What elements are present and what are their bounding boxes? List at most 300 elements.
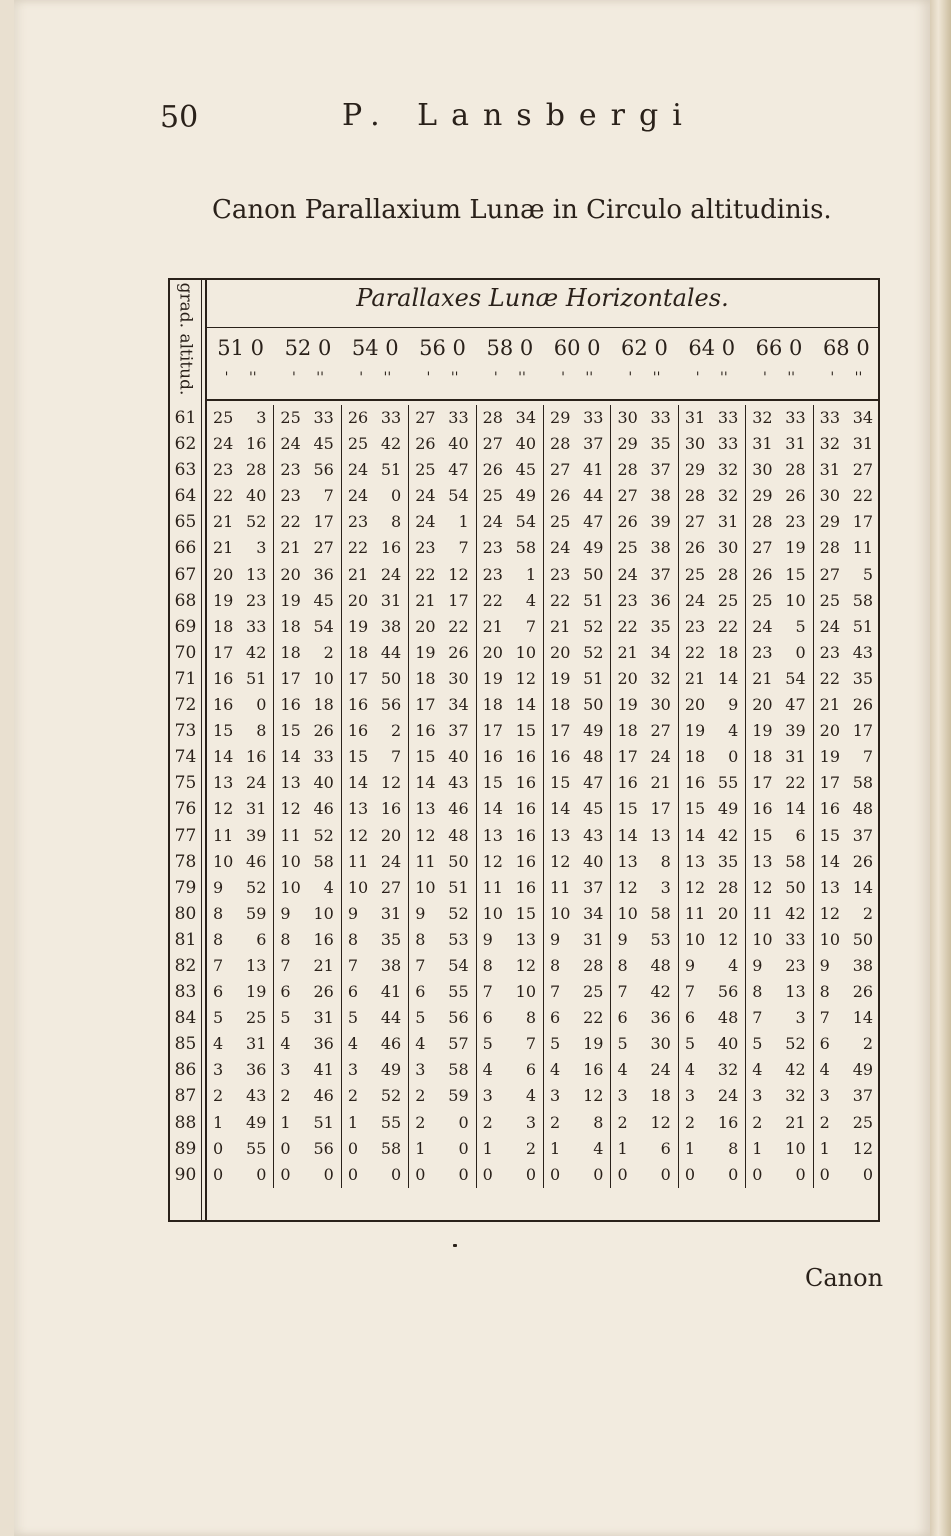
table-cell <box>814 927 880 953</box>
minutes-value: 6 <box>684 1008 696 1028</box>
table-cell <box>544 483 610 509</box>
seconds-value: 33 <box>717 408 739 427</box>
minutes-value: 19 <box>617 695 638 715</box>
table-cell <box>544 457 610 483</box>
seconds-value: 12 <box>852 1138 874 1158</box>
table-cell <box>679 692 745 718</box>
seconds-value: 16 <box>515 799 537 819</box>
seconds-value: 16 <box>246 434 267 454</box>
minutes-value: 12 <box>819 903 841 923</box>
minutes-value: 19 <box>415 642 436 662</box>
table-cell <box>409 849 475 875</box>
seconds-value: 13 <box>246 564 267 584</box>
minutes-value: 23 <box>415 538 436 558</box>
minutes-value: 17 <box>280 668 301 688</box>
table-cell <box>274 1005 340 1031</box>
seconds-value: 32 <box>785 1086 806 1106</box>
minutes-value: 27 <box>819 564 841 584</box>
minutes-value: 2 <box>617 1112 628 1132</box>
seconds-value: 33 <box>380 408 402 427</box>
minutes-value: 21 <box>684 668 706 688</box>
minutes-value: 1 <box>617 1138 628 1158</box>
minutes-value: 4 <box>550 1060 561 1080</box>
seconds-value: 37 <box>583 877 604 897</box>
altitude-value: 81 <box>174 929 197 950</box>
minutes-value: 7 <box>213 955 224 975</box>
seconds-value: 1 <box>525 564 537 584</box>
table-cell <box>274 849 340 875</box>
minutes-value: 8 <box>550 955 561 975</box>
table-cell <box>746 744 812 770</box>
table-cell <box>409 483 475 509</box>
table-cell <box>409 1136 475 1162</box>
minutes-value: 16 <box>415 721 436 741</box>
unit-label: ' '' <box>359 370 392 386</box>
minutes-value: 1 <box>752 1138 763 1158</box>
minutes-value: 24 <box>752 616 773 636</box>
altitude-value: 85 <box>174 1034 197 1055</box>
seconds-value: 55 <box>380 1112 402 1132</box>
seconds-value: 58 <box>852 773 874 793</box>
table-cell <box>207 953 273 979</box>
table-cell <box>611 1110 677 1136</box>
minutes-value: 15 <box>684 799 706 819</box>
minutes-value: 17 <box>482 721 503 741</box>
seconds-value: 0 <box>458 1164 469 1184</box>
table-cell <box>611 1083 677 1109</box>
seconds-value: 42 <box>246 642 267 662</box>
seconds-value: 22 <box>448 616 469 636</box>
table-cell <box>274 405 340 431</box>
table-cell <box>544 535 610 561</box>
minutes-value: 22 <box>280 512 301 532</box>
table-cell <box>814 875 880 901</box>
seconds-value: 58 <box>785 851 806 871</box>
minutes-value: 8 <box>482 955 493 975</box>
minutes-value: 12 <box>617 877 638 897</box>
minutes-value: 23 <box>280 486 301 506</box>
seconds-value: 37 <box>583 434 604 454</box>
minutes-value: 9 <box>347 903 358 923</box>
table-cell <box>814 1031 880 1057</box>
minutes-value: 18 <box>415 668 436 688</box>
table-cell <box>544 562 610 588</box>
altitude-value: 79 <box>174 877 197 898</box>
minutes-value: 15 <box>280 721 301 741</box>
minutes-value: 16 <box>347 695 369 715</box>
seconds-value: 26 <box>313 982 334 1002</box>
minutes-value: 29 <box>617 434 638 454</box>
minutes-value: 5 <box>684 1034 696 1054</box>
seconds-value: 12 <box>515 668 537 688</box>
altitude-value: 78 <box>174 851 197 872</box>
table-rule-bottom <box>168 1220 880 1222</box>
seconds-value: 3 <box>256 538 267 558</box>
table-cell <box>477 431 543 457</box>
seconds-value: 21 <box>313 955 334 975</box>
table-column <box>813 405 880 1188</box>
minutes-value: 8 <box>819 982 830 1002</box>
minutes-value: 26 <box>684 538 706 558</box>
seconds-value: 54 <box>448 486 469 506</box>
table-cell <box>814 849 880 875</box>
table-cell <box>746 770 812 796</box>
minutes-value: 33 <box>819 408 841 427</box>
table-cell <box>342 509 408 535</box>
seconds-value: 48 <box>583 747 604 767</box>
seconds-value: 46 <box>246 851 267 871</box>
seconds-value: 7 <box>862 747 874 767</box>
minutes-value: 25 <box>482 486 503 506</box>
seconds-value: 25 <box>717 590 739 610</box>
table-cell <box>611 823 677 849</box>
seconds-value: 45 <box>583 799 604 819</box>
table-cell <box>746 405 812 431</box>
seconds-value: 44 <box>583 486 604 506</box>
seconds-value: 31 <box>852 434 874 454</box>
column-header: 52 0 <box>284 336 332 360</box>
minutes-value: 2 <box>280 1086 291 1106</box>
minutes-value: 1 <box>213 1112 224 1132</box>
unit-label: ' '' <box>763 370 796 386</box>
seconds-value: 4 <box>593 1138 604 1158</box>
seconds-value: 19 <box>785 538 806 558</box>
minutes-value: 9 <box>482 929 493 949</box>
seconds-value: 4 <box>728 955 739 975</box>
minutes-value: 21 <box>213 512 234 532</box>
seconds-value: 19 <box>246 982 267 1002</box>
seconds-value: 49 <box>717 799 739 819</box>
table-cell <box>274 1110 340 1136</box>
minutes-value: 27 <box>550 460 571 480</box>
minutes-value: 0 <box>819 1164 830 1184</box>
minutes-value: 4 <box>482 1060 493 1080</box>
table-cell <box>477 1083 543 1109</box>
minutes-value: 25 <box>213 408 234 427</box>
seconds-value: 22 <box>717 616 739 636</box>
minutes-value: 22 <box>819 668 841 688</box>
minutes-value: 27 <box>415 408 436 427</box>
minutes-value: 16 <box>213 695 234 715</box>
table-cell <box>544 640 610 666</box>
table-cell <box>207 901 273 927</box>
table-cell <box>611 405 677 431</box>
table-rule-top <box>168 278 880 280</box>
table-cell <box>342 666 408 692</box>
seconds-value: 50 <box>583 695 604 715</box>
seconds-value: 8 <box>391 512 402 532</box>
minutes-value: 23 <box>482 538 503 558</box>
table-cell <box>409 927 475 953</box>
seconds-value: 58 <box>852 590 874 610</box>
minutes-value: 22 <box>684 642 706 662</box>
seconds-value: 40 <box>246 486 267 506</box>
column-header: 64 0 <box>688 336 736 360</box>
minutes-value: 7 <box>415 955 426 975</box>
seconds-value: 52 <box>313 825 334 845</box>
minutes-value: 7 <box>482 982 493 1002</box>
seconds-value: 31 <box>380 903 402 923</box>
table-cell <box>207 640 273 666</box>
minutes-value: 9 <box>280 903 291 923</box>
seconds-value: 40 <box>717 1034 739 1054</box>
minutes-value: 24 <box>347 486 369 506</box>
table-cell <box>679 457 745 483</box>
seconds-value: 33 <box>313 747 334 767</box>
minutes-value: 13 <box>684 851 706 871</box>
minutes-value: 27 <box>482 434 503 454</box>
minutes-value: 11 <box>415 851 436 871</box>
seconds-value: 7 <box>391 747 402 767</box>
minutes-value: 13 <box>347 799 369 819</box>
minutes-value: 14 <box>280 747 301 767</box>
minutes-value: 8 <box>415 929 426 949</box>
seconds-value: 21 <box>650 773 671 793</box>
table-cell <box>611 796 677 822</box>
table-cell <box>342 1162 408 1188</box>
minutes-value: 12 <box>752 877 773 897</box>
seconds-value: 46 <box>313 1086 334 1106</box>
seconds-value: 2 <box>391 721 402 741</box>
minutes-value: 13 <box>617 851 638 871</box>
minutes-value: 6 <box>819 1034 830 1054</box>
altitude-label-text: grad. altitud. <box>175 282 196 396</box>
table-cell <box>477 901 543 927</box>
minutes-value: 3 <box>347 1060 358 1080</box>
seconds-value: 49 <box>583 721 604 741</box>
table-cell <box>477 535 543 561</box>
seconds-value: 12 <box>583 1086 604 1106</box>
minutes-value: 2 <box>550 1112 561 1132</box>
table-cell <box>274 979 340 1005</box>
minutes-value: 4 <box>617 1060 628 1080</box>
altitude-label <box>170 280 201 398</box>
minutes-value: 19 <box>347 616 369 636</box>
minutes-value: 0 <box>752 1164 763 1184</box>
table-cell <box>274 718 340 744</box>
minutes-value: 31 <box>819 460 841 480</box>
table-cell <box>477 770 543 796</box>
seconds-value: 13 <box>515 929 537 949</box>
table-cell <box>611 1162 677 1188</box>
table-cell <box>544 509 610 535</box>
minutes-value: 9 <box>415 903 426 923</box>
altitude-value: 77 <box>174 825 197 846</box>
table-cell <box>746 483 812 509</box>
table-cell <box>207 796 273 822</box>
table-cell <box>814 1057 880 1083</box>
minutes-value: 23 <box>280 460 301 480</box>
minutes-value: 7 <box>684 982 696 1002</box>
seconds-value: 34 <box>852 408 874 427</box>
seconds-value: 51 <box>583 668 604 688</box>
minutes-value: 24 <box>415 512 436 532</box>
table-cell <box>207 744 273 770</box>
seconds-value: 57 <box>448 1034 469 1054</box>
seconds-value: 24 <box>650 1060 671 1080</box>
table-cell <box>544 614 610 640</box>
minutes-value: 22 <box>550 590 571 610</box>
seconds-value: 19 <box>583 1034 604 1054</box>
table-cell <box>342 901 408 927</box>
minutes-value: 18 <box>752 747 773 767</box>
seconds-value: 49 <box>246 1112 267 1132</box>
seconds-value: 59 <box>448 1086 469 1106</box>
table-rule-inner <box>201 278 202 1222</box>
seconds-value: 13 <box>650 825 671 845</box>
table-cell <box>207 692 273 718</box>
table-cell <box>746 1110 812 1136</box>
seconds-value: 38 <box>650 538 671 558</box>
seconds-value: 16 <box>717 1112 739 1132</box>
table-cell <box>746 562 812 588</box>
table-cell <box>274 901 340 927</box>
table-cell <box>409 562 475 588</box>
seconds-value: 3 <box>795 1008 806 1028</box>
table-cell <box>409 718 475 744</box>
minutes-value: 15 <box>347 747 369 767</box>
table-cell <box>814 744 880 770</box>
table-cell <box>746 509 812 535</box>
minutes-value: 6 <box>213 982 224 1002</box>
seconds-value: 8 <box>256 721 267 741</box>
seconds-value: 37 <box>852 825 874 845</box>
minutes-value: 13 <box>752 851 773 871</box>
minutes-value: 5 <box>482 1034 493 1054</box>
seconds-value: 50 <box>852 929 874 949</box>
minutes-value: 19 <box>280 590 301 610</box>
minutes-value: 22 <box>617 616 638 636</box>
table-cell <box>544 823 610 849</box>
column-header: 62 0 <box>621 336 668 360</box>
minutes-value: 9 <box>819 955 830 975</box>
seconds-value: 15 <box>515 721 537 741</box>
catchword: Canon <box>805 1264 884 1292</box>
table-cell <box>746 927 812 953</box>
minutes-value: 10 <box>482 903 503 923</box>
table-cell <box>207 431 273 457</box>
table-cell <box>746 431 812 457</box>
seconds-value: 49 <box>583 538 604 558</box>
minutes-value: 23 <box>550 564 571 584</box>
seconds-value: 52 <box>246 512 267 532</box>
column-header: 68 0 <box>822 336 870 360</box>
table-cell <box>814 1083 880 1109</box>
table-cell <box>814 823 880 849</box>
minutes-value: 16 <box>684 773 706 793</box>
parallax-table <box>168 278 880 1222</box>
table-cell <box>342 562 408 588</box>
table-cell <box>477 457 543 483</box>
column-header: 60 0 <box>553 336 601 360</box>
minutes-value: 10 <box>347 877 369 897</box>
table-cell <box>342 483 408 509</box>
seconds-value: 0 <box>256 695 267 715</box>
minutes-value: 15 <box>617 799 638 819</box>
table-cell <box>679 770 745 796</box>
table-cell <box>611 927 677 953</box>
table-cell <box>814 509 880 535</box>
seconds-value: 37 <box>448 721 469 741</box>
table-cell <box>274 1162 340 1188</box>
table-cell <box>544 1136 610 1162</box>
seconds-value: 6 <box>256 929 267 949</box>
seconds-value: 36 <box>650 590 671 610</box>
seconds-value: 36 <box>313 1034 334 1054</box>
table-cell <box>544 770 610 796</box>
seconds-value: 32 <box>650 668 671 688</box>
minutes-value: 3 <box>617 1086 628 1106</box>
seconds-value: 16 <box>515 825 537 845</box>
table-cell <box>746 823 812 849</box>
minutes-value: 8 <box>213 929 224 949</box>
seconds-value: 58 <box>650 903 671 923</box>
caption-rule <box>207 327 880 328</box>
unit-label: ' '' <box>224 370 257 386</box>
table-cell <box>611 431 677 457</box>
seconds-value: 28 <box>246 460 267 480</box>
minutes-value: 23 <box>347 512 369 532</box>
minutes-value: 8 <box>213 903 224 923</box>
seconds-value: 0 <box>458 1112 469 1132</box>
minutes-value: 14 <box>347 773 369 793</box>
seconds-value: 34 <box>448 695 469 715</box>
table-cell <box>274 614 340 640</box>
seconds-value: 31 <box>785 747 806 767</box>
seconds-value: 32 <box>717 486 739 506</box>
table-cell <box>274 1136 340 1162</box>
minutes-value: 9 <box>213 877 224 897</box>
minutes-value: 29 <box>819 512 841 532</box>
minutes-value: 12 <box>415 825 436 845</box>
table-cell <box>814 405 880 431</box>
minutes-value: 6 <box>482 1008 493 1028</box>
table-cell <box>746 718 812 744</box>
seconds-value: 40 <box>448 434 469 454</box>
seconds-value: 52 <box>380 1086 402 1106</box>
minutes-value: 18 <box>347 642 369 662</box>
table-cell <box>477 1031 543 1057</box>
minutes-value: 0 <box>482 1164 493 1184</box>
seconds-value: 46 <box>448 799 469 819</box>
seconds-value: 4 <box>323 877 334 897</box>
table-cell <box>477 483 543 509</box>
seconds-value: 17 <box>852 512 874 532</box>
minutes-value: 20 <box>819 721 841 741</box>
seconds-value: 52 <box>583 616 604 636</box>
table-cell <box>814 562 880 588</box>
minutes-value: 26 <box>752 564 773 584</box>
minutes-value: 17 <box>550 721 571 741</box>
minutes-value: 14 <box>617 825 638 845</box>
seconds-value: 36 <box>246 1060 267 1080</box>
table-cell <box>274 1031 340 1057</box>
table-cell <box>679 927 745 953</box>
table-cell <box>611 744 677 770</box>
seconds-value: 56 <box>380 695 402 715</box>
minutes-value: 20 <box>684 695 706 715</box>
table-cell <box>814 1136 880 1162</box>
minutes-value: 23 <box>213 460 234 480</box>
seconds-value: 0 <box>391 1164 402 1184</box>
seconds-value: 43 <box>583 825 604 845</box>
seconds-value: 20 <box>717 903 739 923</box>
minutes-value: 5 <box>550 1034 561 1054</box>
seconds-value: 28 <box>785 460 806 480</box>
minutes-value: 27 <box>752 538 773 558</box>
seconds-value: 14 <box>515 695 537 715</box>
seconds-value: 10 <box>313 903 334 923</box>
